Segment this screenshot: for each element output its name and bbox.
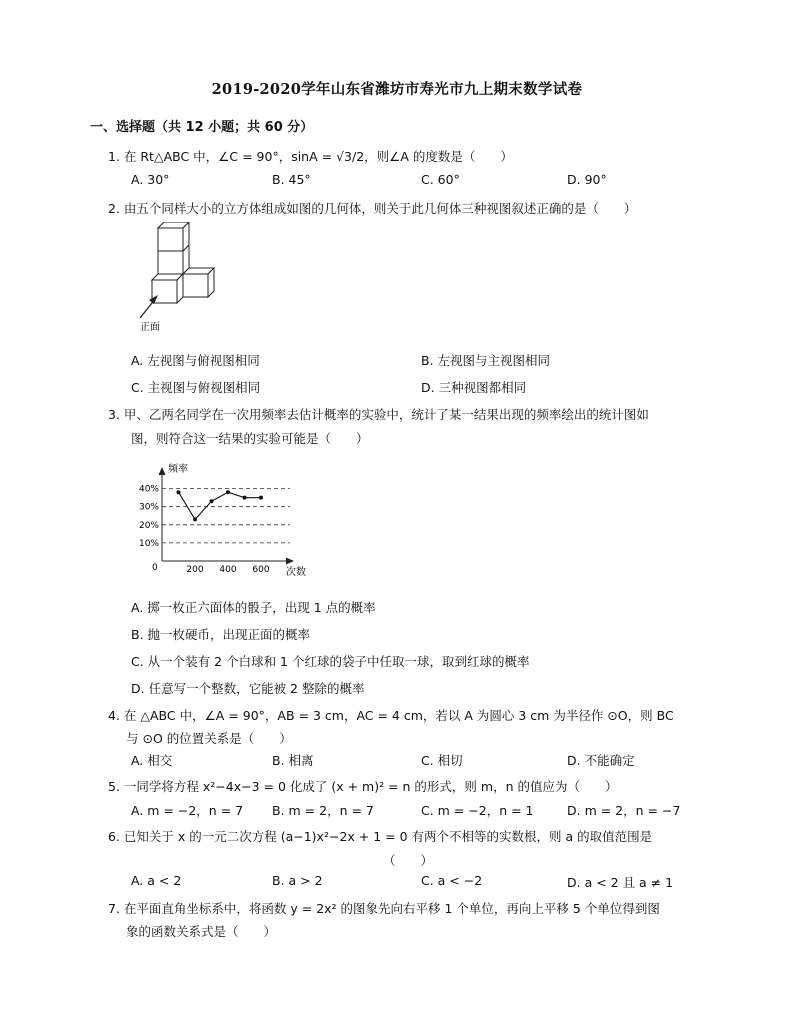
question-3-text-line2: 图，则符合这一结果的实验可能是（ ）: [131, 431, 369, 446]
q3-option-b: B. 抛一枚硬币，出现正面的概率: [131, 627, 311, 642]
y-tick-label: 10%: [138, 538, 159, 549]
data-point: [226, 490, 230, 494]
q4-option-d: D. 不能确定: [567, 753, 635, 768]
x-tick-label: 200: [186, 565, 204, 575]
q4-option-a: A. 相交: [131, 753, 173, 768]
q4-option-c: C. 相切: [421, 753, 463, 768]
y-axis-arrow: [159, 467, 166, 475]
q3-option-a: A. 掷一枚正六面体的骰子，出现 1 点的概率: [131, 600, 376, 615]
q2-option-a: A. 左视图与俯视图相同: [131, 353, 260, 368]
y-tick-label: 40%: [138, 484, 159, 495]
x-axis-title: 次数: [286, 567, 306, 578]
q3-option-d: D. 任意写一个整数，它能被 2 整除的概率: [131, 681, 365, 696]
question-3-text-line1: 3. 甲、乙两名同学在一次用频率去估计概率的实验中，统计了某一结果出现的频率绘出的统计图如: [108, 407, 649, 422]
q6-option-b: B. a > 2: [272, 873, 323, 888]
q2-option-d: D. 三种视图都相同: [421, 380, 527, 395]
q2-option-c: C. 主视图与俯视图相同: [131, 380, 261, 395]
q1-option-a: A. 30°: [131, 172, 170, 187]
data-point: [193, 517, 197, 521]
origin-label: 0: [152, 563, 158, 573]
question-6-text-line1: 6. 已知关于 x 的一元二次方程 (a−1)x²−2x + 1 = 0 有两个不相等的实数根，则 a 的取值范围是: [108, 829, 653, 844]
question-5-text: 5. 一同学将方程 x²−4x−3 = 0 化成了 (x + m)² = n 的形式，则 m，n 的值应为（ ）: [108, 779, 618, 794]
q4-option-b: B. 相离: [272, 753, 314, 768]
cube-figure: [134, 222, 224, 334]
y-tick-label: 30%: [138, 502, 159, 513]
section-heading: 一、选择题（共 12 小题；共 60 分）: [90, 120, 314, 135]
q1-option-c: C. 60°: [421, 172, 460, 187]
question-4-text-line1: 4. 在 △ABC 中，∠A = 90°，AB = 3 cm，AC = 4 cm，若以 A 为圆心 3 cm 为半径作 ⊙O，则 BC: [108, 708, 674, 723]
x-tick-label: 400: [219, 565, 237, 575]
question-2-text: 2. 由五个同样大小的立方体组成如图的几何体，则关于此几何体三种视图叙述正确的是（ ）: [108, 201, 637, 216]
question-7-text-line2: 象的函数关系式是（ ）: [126, 924, 277, 939]
frequency-chart: [130, 458, 320, 580]
q6-option-c: C. a < −2: [421, 873, 483, 888]
q1-option-d: D. 90°: [567, 172, 607, 187]
data-point: [177, 490, 181, 494]
q1-option-b: B. 45°: [272, 172, 311, 187]
q5-option-a: A. m = −2，n = 7: [131, 803, 244, 818]
q3-option-c: C. 从一个装有 2 个白球和 1 个红球的袋子中任取一球，取到红球的概率: [131, 654, 530, 669]
data-point: [259, 496, 263, 500]
question-6-text-line2: （ ）: [383, 853, 434, 868]
q5-option-d: D. m = 2，n = −7: [567, 803, 681, 818]
question-4-text-line2: 与 ⊙O 的位置关系是（ ）: [126, 731, 292, 746]
question-7-text-line1: 7. 在平面直角坐标系中，将函数 y = 2x² 的图象先向右平移 1 个单位，再向上平移 5 个单位得到图: [108, 901, 660, 916]
q6-option-d: D. a < 2 且 a ≠ 1: [567, 875, 674, 890]
y-tick-label: 20%: [138, 520, 159, 531]
q5-option-b: B. m = 2，n = 7: [272, 803, 374, 818]
q5-option-c: C. m = −2，n = 1: [421, 803, 534, 818]
front-label: 正面: [140, 322, 160, 333]
x-axis-arrow: [286, 558, 294, 565]
x-tick-label: 600: [252, 565, 270, 575]
y-axis-title: 频率: [168, 464, 188, 475]
data-point: [210, 499, 214, 503]
q2-option-b: B. 左视图与主视图相同: [421, 353, 551, 368]
page-title: 2019-2020学年山东省潍坊市寿光市九上期末数学试卷: [211, 81, 583, 98]
q6-option-a: A. a < 2: [131, 873, 182, 888]
question-1-text: 1. 在 Rt△ABC 中，∠C = 90°，sinA = √3/2，则∠A 的度数是（ ）: [108, 149, 513, 164]
frequency-line: [179, 492, 262, 519]
data-point: [243, 496, 247, 500]
